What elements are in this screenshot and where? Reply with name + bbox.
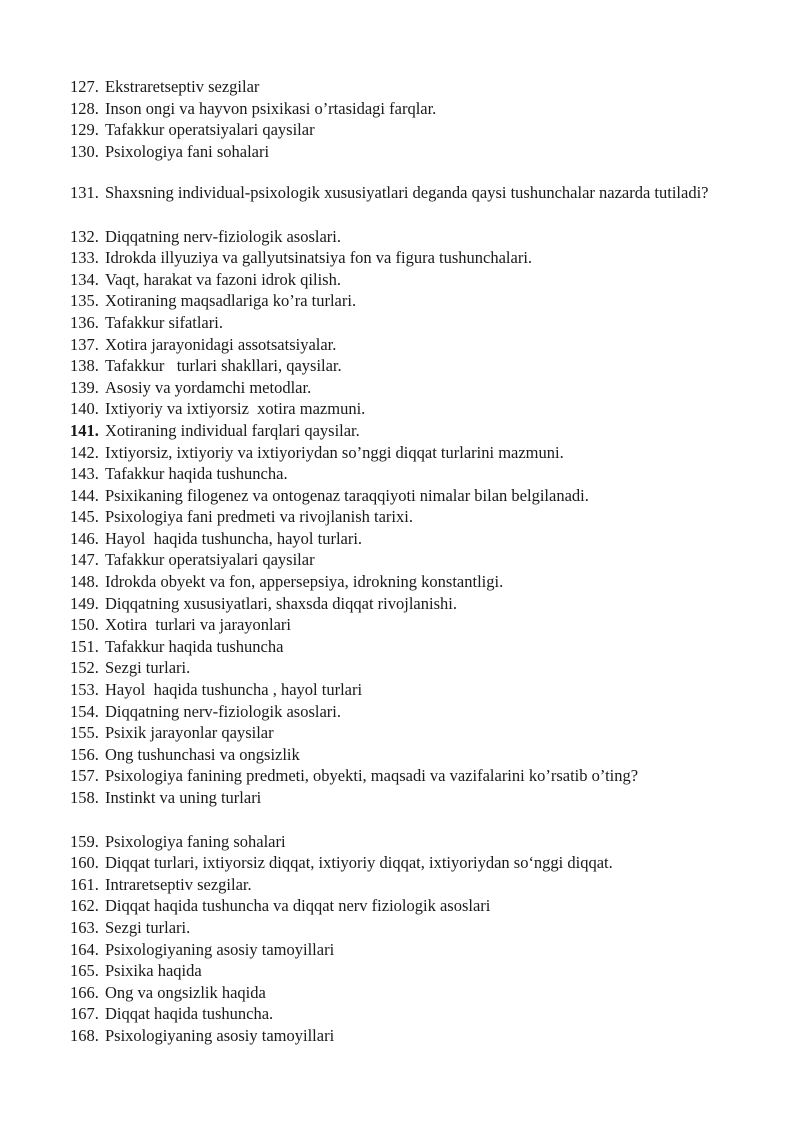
item-number: 127.	[70, 77, 99, 96]
list-item	[70, 269, 750, 291]
item-number: 163.	[70, 917, 99, 937]
list-item	[70, 1025, 750, 1047]
item-number: 135.	[70, 291, 99, 311]
item-text: Psixologiyaning asosiy tamoyillari	[105, 939, 335, 959]
item-text: Ixtiyorsiz, ixtiyoriy va ixtiyoriydan so’nggi diqqat turlarini mazmuni.	[105, 442, 564, 462]
item-text: Asosiy va yordamchi metodlar.	[105, 377, 312, 397]
item-text: Diqqatning nerv-fiziologik asoslari.	[105, 701, 341, 721]
list-item	[70, 571, 750, 593]
item-text: Ekstraretseptiv sezgilar	[105, 77, 260, 96]
item-text: Psixologiya fani predmeti va rivojlanish tarixi.	[105, 507, 413, 527]
item-number: 158.	[70, 788, 99, 807]
item-number: 157.	[70, 766, 99, 786]
list-item	[70, 765, 750, 787]
item-number: 146.	[70, 528, 99, 548]
list-item	[70, 334, 750, 356]
list-item	[70, 377, 750, 399]
list-item	[70, 982, 750, 1004]
item-text: Sezgi turlari.	[105, 917, 191, 937]
item-number: 167.	[70, 1004, 99, 1024]
item-text: Psixika haqida	[105, 961, 202, 981]
item-text: Diqqat haqida tushuncha va diqqat nerv fiziologik asoslari	[105, 896, 491, 916]
list-item	[70, 420, 750, 442]
item-number: 160.	[70, 853, 99, 873]
list-item	[70, 528, 750, 550]
list-item	[70, 679, 750, 701]
list-item	[70, 831, 750, 853]
item-text: Xotira jarayonidagi assotsatsiyalar.	[105, 334, 337, 354]
list-item	[70, 852, 750, 874]
item-text: Psixologiya fanining predmeti, obyekti, maqsadi va vazifalarini ko’rsatib o’ting?	[105, 766, 639, 786]
list-item	[70, 917, 750, 939]
item-number: 165.	[70, 961, 99, 981]
item-text: Xotiraning individual farqlari qaysilar.	[105, 420, 360, 440]
item-text: Vaqt, harakat va fazoni idrok qilish.	[105, 269, 341, 289]
item-text: Ixtiyoriy va ixtiyorsiz xotira mazmuni.	[105, 399, 366, 419]
item-number: 133.	[70, 248, 99, 268]
item-text: Tafakkur operatsiyalari qaysilar	[105, 120, 315, 140]
item-text: Diqqatning xususiyatlari, shaxsda diqqat rivojlanishi.	[105, 593, 457, 613]
list-item	[70, 312, 750, 334]
list-item	[70, 744, 750, 766]
item-text: Intraretseptiv sezgilar.	[105, 874, 252, 894]
list-item	[70, 485, 750, 507]
item-text: Diqqatning nerv-fiziologik asoslari.	[105, 226, 341, 246]
item-number: 159.	[70, 831, 99, 851]
item-text: Diqqat haqida tushuncha.	[105, 1004, 274, 1024]
item-text: Tafakkur turlari shakllari, qaysilar.	[105, 356, 342, 376]
list-item	[70, 141, 750, 163]
item-number: 128.	[70, 98, 99, 118]
list-item	[70, 787, 750, 809]
item-number: 148.	[70, 572, 99, 592]
list-item	[70, 119, 750, 141]
item-number: 164.	[70, 939, 99, 959]
item-number: 156.	[70, 744, 99, 764]
item-text: Hayol haqida tushuncha, hayol turlari.	[105, 528, 363, 548]
item-text: Ong va ongsizlik haqida	[105, 982, 266, 1002]
list-item	[70, 593, 750, 615]
item-number: 132.	[70, 226, 99, 246]
item-text: Tafakkur sifatlari.	[105, 312, 223, 332]
list-item	[70, 182, 750, 225]
list-item	[70, 939, 750, 961]
list-item	[70, 549, 750, 571]
item-text: Diqqat turlari, ixtiyorsiz diqqat, ixtiyoriy diqqat, ixtiyoriydan so‘nggi diqqat.	[105, 853, 613, 873]
item-text: Tafakkur operatsiyalari qaysilar	[105, 550, 315, 570]
item-number: 162.	[70, 896, 99, 916]
item-text: Hayol haqida tushuncha , hayol turlari	[105, 680, 363, 700]
list-item	[70, 463, 750, 485]
item-text: Xotiraning maqsadlariga ko’ra turlari.	[105, 291, 357, 311]
item-number: 153.	[70, 680, 99, 700]
list-item	[70, 355, 750, 377]
list-item	[70, 960, 750, 982]
list-item	[70, 636, 750, 658]
item-number: 141.	[70, 420, 99, 440]
item-text: Sezgi turlari.	[105, 658, 191, 678]
item-number: 166.	[70, 982, 99, 1002]
item-number: 155.	[70, 723, 99, 743]
item-number: 129.	[70, 120, 99, 140]
list-item	[70, 657, 750, 679]
list-item	[70, 722, 750, 744]
item-text: Shaxsning individual-psixologik xususiyatlari deganda qaysi tushunchalar nazarda tutiladi?	[105, 183, 709, 203]
item-number: 150.	[70, 615, 99, 635]
list-item	[70, 442, 750, 464]
question-list	[70, 76, 750, 1047]
item-number: 154.	[70, 701, 99, 721]
item-number: 152.	[70, 658, 99, 678]
list-item	[70, 895, 750, 917]
item-text: Tafakkur haqida tushuncha.	[105, 464, 288, 484]
item-number: 145.	[70, 507, 99, 527]
item-number: 147.	[70, 550, 99, 570]
list-item	[70, 614, 750, 636]
list-item	[70, 247, 750, 269]
item-number: 138.	[70, 356, 99, 376]
list-item	[70, 398, 750, 420]
item-text: Inson ongi va hayvon psixikasi o’rtasidagi farqlar.	[105, 98, 437, 118]
paragraph-gap	[70, 162, 750, 182]
list-item	[70, 874, 750, 896]
item-text: Ong tushunchasi va ongsizlik	[105, 744, 300, 764]
list-item	[70, 701, 750, 723]
item-text: Psixologiya fani sohalari	[105, 141, 270, 161]
item-number: 144.	[70, 485, 99, 505]
item-text: Psixologiyaning asosiy tamoyillari	[105, 1025, 335, 1045]
list-item	[70, 506, 750, 528]
item-text: Idrokda illyuziya va gallyutsinatsiya fon va figura tushunchalari.	[105, 248, 533, 268]
item-number: 130.	[70, 141, 99, 161]
list-item	[70, 290, 750, 312]
item-number: 142.	[70, 442, 99, 462]
item-text: Psixik jarayonlar qaysilar	[105, 723, 274, 743]
item-number: 134.	[70, 269, 99, 289]
list-item	[70, 98, 750, 120]
item-text: Idrokda obyekt va fon, appersepsiya, idrokning konstantligi.	[105, 572, 504, 592]
item-number: 140.	[70, 399, 99, 419]
list-item	[70, 1003, 750, 1025]
item-number: 137.	[70, 334, 99, 354]
item-number: 151.	[70, 636, 99, 656]
item-text: Tafakkur haqida tushuncha	[105, 636, 284, 656]
item-number: 143.	[70, 464, 99, 484]
item-number: 139.	[70, 377, 99, 397]
item-text: Psixikaning filogenez va ontogenaz taraqqiyoti nimalar bilan belgilanadi.	[105, 485, 589, 505]
paragraph-gap	[70, 809, 750, 831]
item-number: 131.	[70, 183, 99, 203]
item-text: Psixologiya faning sohalari	[105, 831, 286, 851]
item-number: 161.	[70, 874, 99, 894]
item-text: Xotira turlari va jarayonlari	[105, 615, 292, 635]
item-number: 149.	[70, 593, 99, 613]
list-item	[70, 226, 750, 248]
item-text: Instinkt va uning turlari	[105, 788, 262, 807]
list-item	[70, 76, 750, 98]
item-number: 136.	[70, 312, 99, 332]
item-number: 168.	[70, 1025, 99, 1045]
